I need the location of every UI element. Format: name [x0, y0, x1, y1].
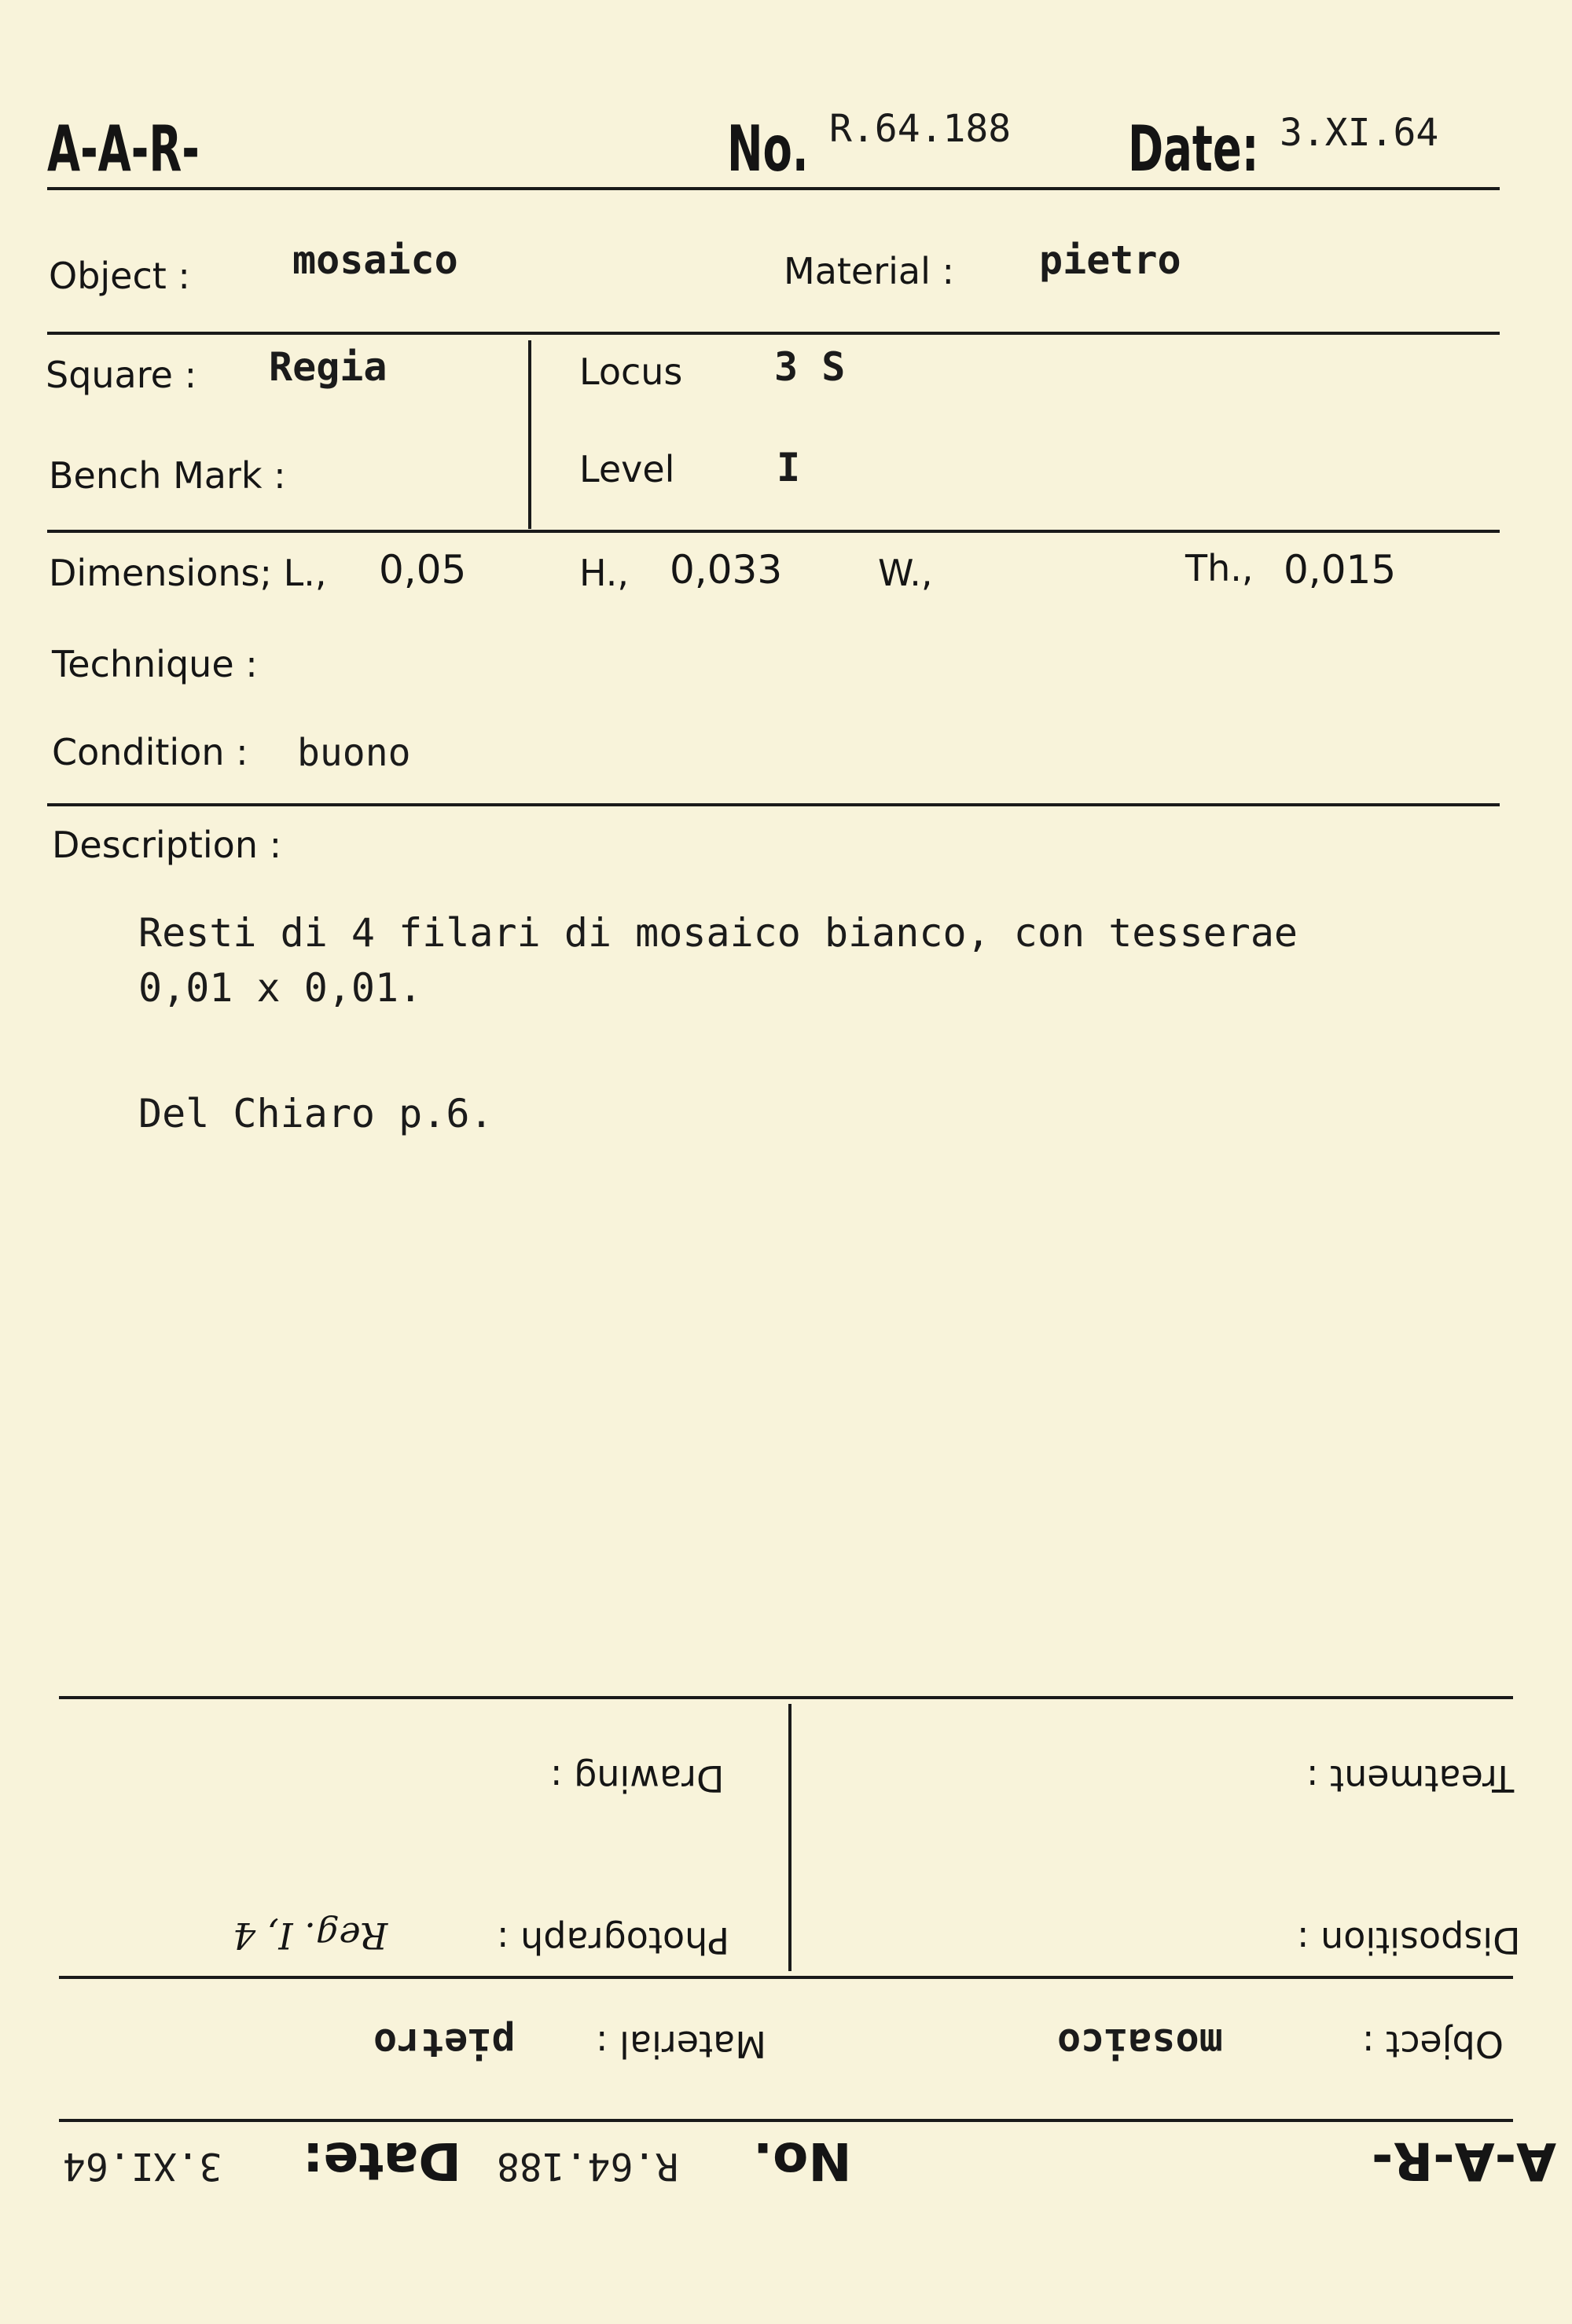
bench-mark-label: Bench Mark : [49, 454, 286, 497]
treatment-label: Treatment : [1306, 1757, 1515, 1800]
disposition-label: Disposition : [1297, 1919, 1521, 1962]
lower-object-value: mosaico [1057, 2020, 1223, 2065]
condition-value: buono [297, 731, 411, 775]
height-label: H., [579, 552, 630, 594]
lower-number-value: R.64.188 [497, 2144, 679, 2188]
lower-material-value: pietro [373, 2020, 516, 2065]
material-label: Material : [784, 250, 954, 292]
object-label: Object : [49, 255, 190, 297]
length-value: 0,05 [379, 547, 467, 593]
level-rule [47, 530, 1500, 533]
description-label: Description : [52, 824, 282, 866]
object-value: mosaico [292, 237, 458, 283]
header-rule [47, 187, 1500, 190]
number-label: No. [727, 112, 809, 185]
description-line-2: 0,01 x 0,01. [138, 965, 423, 1011]
thickness-label: Th., [1185, 547, 1254, 589]
lower-material-label: Material : [596, 2023, 766, 2065]
level-value: I [777, 445, 801, 490]
lower-number-label: No. [753, 2131, 852, 2191]
object-rule [47, 332, 1500, 335]
org-title: A-A-R- [47, 112, 200, 185]
lower-rule-1 [59, 1696, 1513, 1699]
number-value: R.64.188 [829, 107, 1012, 151]
height-value: 0,033 [670, 547, 783, 593]
thickness-value: 0,015 [1284, 547, 1397, 593]
level-label: Level [579, 448, 675, 490]
locus-value: 3 S [774, 344, 846, 390]
drawing-label: Drawing : [550, 1757, 725, 1800]
square-value: Regia [269, 344, 387, 390]
description-line-3: Del Chiaro p.6. [138, 1091, 494, 1136]
photograph-value: Reg. I, 4 [233, 1915, 388, 1957]
lower-divider [788, 1704, 792, 1971]
photograph-label: Photograph : [497, 1919, 729, 1962]
date-label: Date: [1128, 112, 1259, 185]
date-value: 3.XI.64 [1280, 111, 1439, 155]
lower-date-value: 3.XI.64 [63, 2144, 222, 2188]
technique-label: Technique : [52, 643, 258, 685]
condition-label: Condition : [52, 731, 248, 773]
lower-org-title: A-A-R- [1372, 2131, 1557, 2191]
lower-rule-2 [59, 1976, 1513, 1979]
lower-object-label: Object : [1362, 2023, 1504, 2065]
width-label: W., [878, 552, 933, 594]
lower-date-label: Date: [303, 2131, 462, 2191]
condition-rule [47, 803, 1500, 806]
dimensions-label: Dimensions; L., [49, 552, 327, 594]
locus-label: Locus [579, 351, 683, 393]
square-label: Square : [46, 354, 197, 396]
lower-rule-3 [59, 2119, 1513, 2122]
square-divider [528, 340, 531, 529]
description-line-1: Resti di 4 filari di mosaico bianco, con tesserae [138, 910, 1298, 956]
material-value: pietro [1039, 237, 1181, 283]
